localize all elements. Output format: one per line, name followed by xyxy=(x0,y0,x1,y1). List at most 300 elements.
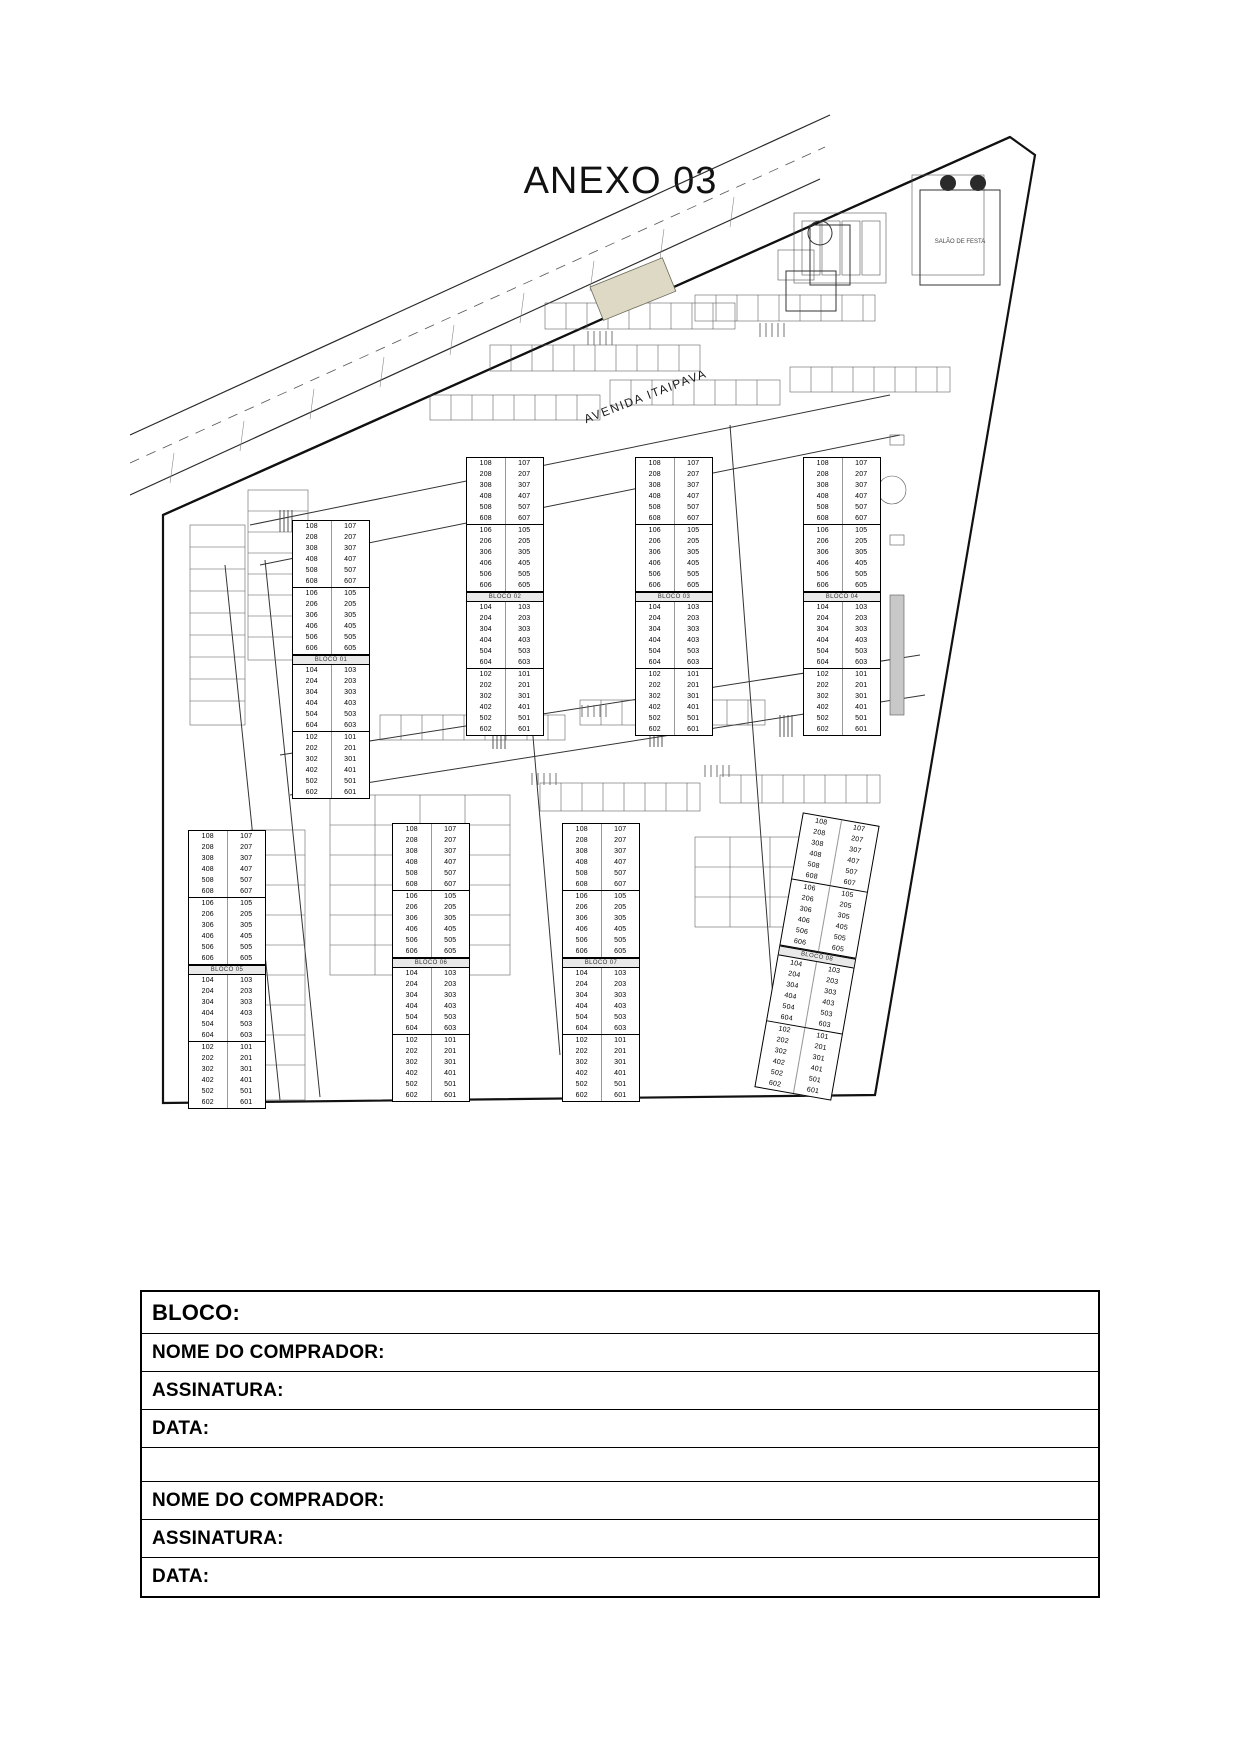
apartment-block-bloco-01[interactable] xyxy=(292,520,370,799)
unit-number[interactable]: 106 xyxy=(393,893,432,900)
unit-number[interactable]: 608 xyxy=(793,870,832,884)
unit-number[interactable]: 105 xyxy=(344,590,357,597)
unit-number[interactable]: 401 xyxy=(687,704,700,711)
unit-number[interactable]: 508 xyxy=(393,870,432,877)
form-row-assinatura-2[interactable] xyxy=(142,1520,1098,1558)
unit-number[interactable]: 607 xyxy=(344,578,357,585)
unit-number[interactable]: 305 xyxy=(518,549,531,556)
unit-number[interactable]: 607 xyxy=(614,881,627,888)
unit-number[interactable]: 604 xyxy=(563,1025,602,1032)
unit-number[interactable]: 601 xyxy=(687,726,700,733)
unit-number[interactable]: 101 xyxy=(614,1037,627,1044)
unit-number[interactable]: 406 xyxy=(189,933,228,940)
unit-number[interactable]: 308 xyxy=(293,545,332,552)
unit-number[interactable]: 301 xyxy=(811,1053,826,1063)
unit-number[interactable]: 107 xyxy=(444,826,457,833)
unit-number[interactable]: 307 xyxy=(518,482,531,489)
unit-number[interactable]: 406 xyxy=(804,560,843,567)
unit-number[interactable]: 205 xyxy=(518,538,531,545)
unit-number[interactable]: 608 xyxy=(804,515,843,522)
apartment-block-bloco-03[interactable] xyxy=(635,457,713,736)
unit-number[interactable]: 106 xyxy=(636,527,675,534)
unit-number[interactable]: 307 xyxy=(614,848,627,855)
unit-number[interactable]: 503 xyxy=(819,1009,834,1019)
unit-number[interactable]: 205 xyxy=(855,538,868,545)
unit-number[interactable]: 405 xyxy=(240,933,253,940)
unit-number[interactable]: 503 xyxy=(614,1014,627,1021)
apartment-block-bloco-04[interactable] xyxy=(803,457,881,736)
unit-number[interactable]: 507 xyxy=(518,504,531,511)
unit-number[interactable]: 204 xyxy=(467,615,506,622)
unit-number[interactable]: 604 xyxy=(393,1025,432,1032)
unit-number[interactable]: 506 xyxy=(804,571,843,578)
unit-number[interactable]: 204 xyxy=(804,615,843,622)
unit-number[interactable]: 404 xyxy=(467,637,506,644)
unit-number[interactable]: 101 xyxy=(815,1032,830,1042)
unit-number[interactable]: 403 xyxy=(240,1010,253,1017)
unit-number[interactable]: 107 xyxy=(614,826,627,833)
unit-number[interactable]: 404 xyxy=(563,1003,602,1010)
unit-number[interactable]: 606 xyxy=(393,948,432,955)
unit-number[interactable]: 605 xyxy=(444,948,457,955)
unit-number[interactable]: 302 xyxy=(762,1045,801,1059)
unit-number[interactable]: 502 xyxy=(293,778,332,785)
unit-number[interactable]: 104 xyxy=(563,970,602,977)
unit-number[interactable]: 401 xyxy=(240,1077,253,1084)
unit-number[interactable]: 501 xyxy=(444,1081,457,1088)
unit-number[interactable]: 207 xyxy=(614,837,627,844)
unit-number[interactable]: 304 xyxy=(293,689,332,696)
unit-number[interactable]: 105 xyxy=(518,527,531,534)
apartment-block-bloco-06[interactable] xyxy=(392,823,470,1102)
unit-number[interactable]: 203 xyxy=(240,988,253,995)
unit-number[interactable]: 303 xyxy=(240,999,253,1006)
unit-number[interactable]: 601 xyxy=(240,1099,253,1106)
form-row-data-1[interactable] xyxy=(142,1410,1098,1448)
unit-number[interactable]: 106 xyxy=(189,900,228,907)
unit-number[interactable]: 603 xyxy=(855,659,868,666)
unit-number[interactable]: 508 xyxy=(804,504,843,511)
unit-number[interactable]: 602 xyxy=(293,789,332,796)
unit-number[interactable]: 206 xyxy=(563,904,602,911)
unit-number[interactable]: 604 xyxy=(768,1011,807,1025)
unit-number[interactable]: 407 xyxy=(687,493,700,500)
unit-number[interactable]: 506 xyxy=(636,571,675,578)
unit-number[interactable]: 503 xyxy=(444,1014,457,1021)
unit-number[interactable]: 301 xyxy=(344,756,357,763)
unit-number[interactable]: 404 xyxy=(636,637,675,644)
unit-number[interactable]: 104 xyxy=(467,604,506,611)
unit-number[interactable]: 204 xyxy=(636,615,675,622)
unit-number[interactable]: 405 xyxy=(687,560,700,567)
unit-number[interactable]: 102 xyxy=(636,671,675,678)
unit-number[interactable]: 603 xyxy=(614,1025,627,1032)
unit-number[interactable]: 604 xyxy=(189,1032,228,1039)
unit-number[interactable]: 603 xyxy=(518,659,531,666)
unit-number[interactable]: 402 xyxy=(563,1070,602,1077)
unit-number[interactable]: 405 xyxy=(344,623,357,630)
unit-number[interactable]: 203 xyxy=(687,615,700,622)
unit-number[interactable]: 103 xyxy=(687,604,700,611)
unit-number[interactable]: 307 xyxy=(344,545,357,552)
unit-number[interactable]: 408 xyxy=(467,493,506,500)
unit-number[interactable]: 205 xyxy=(838,901,853,911)
unit-number[interactable]: 207 xyxy=(444,837,457,844)
unit-number[interactable]: 304 xyxy=(189,999,228,1006)
unit-number[interactable]: 302 xyxy=(189,1066,228,1073)
unit-number[interactable]: 504 xyxy=(804,648,843,655)
unit-number[interactable]: 408 xyxy=(804,493,843,500)
unit-number[interactable]: 301 xyxy=(687,693,700,700)
unit-number[interactable]: 502 xyxy=(804,715,843,722)
unit-number[interactable]: 106 xyxy=(293,590,332,597)
form-row-data-2[interactable] xyxy=(142,1558,1098,1596)
unit-number[interactable]: 107 xyxy=(240,833,253,840)
unit-number[interactable]: 503 xyxy=(518,648,531,655)
unit-number[interactable]: 203 xyxy=(825,976,839,987)
unit-number[interactable]: 501 xyxy=(240,1088,253,1095)
unit-number[interactable]: 304 xyxy=(804,626,843,633)
unit-number[interactable]: 405 xyxy=(835,922,849,932)
unit-number[interactable]: 207 xyxy=(855,471,868,478)
unit-number[interactable]: 105 xyxy=(614,893,627,900)
unit-number[interactable]: 503 xyxy=(240,1021,253,1028)
unit-number[interactable]: 201 xyxy=(687,682,700,689)
unit-number[interactable]: 601 xyxy=(444,1092,457,1099)
unit-number[interactable]: 308 xyxy=(467,482,506,489)
unit-number[interactable]: 408 xyxy=(293,556,332,563)
unit-number[interactable]: 403 xyxy=(614,1003,627,1010)
unit-number[interactable]: 302 xyxy=(563,1059,602,1066)
unit-number[interactable]: 404 xyxy=(293,700,332,707)
unit-number[interactable]: 201 xyxy=(614,1048,627,1055)
unit-number[interactable]: 403 xyxy=(444,1003,457,1010)
unit-number[interactable]: 602 xyxy=(393,1092,432,1099)
unit-number[interactable]: 204 xyxy=(189,988,228,995)
unit-number[interactable]: 503 xyxy=(687,648,700,655)
unit-number[interactable]: 108 xyxy=(804,460,843,467)
unit-number[interactable]: 306 xyxy=(804,549,843,556)
unit-number[interactable]: 406 xyxy=(785,914,824,928)
unit-number[interactable]: 308 xyxy=(393,848,432,855)
unit-number[interactable]: 206 xyxy=(293,601,332,608)
unit-number[interactable]: 103 xyxy=(344,667,357,674)
unit-number[interactable]: 401 xyxy=(344,767,357,774)
unit-number[interactable]: 208 xyxy=(189,844,228,851)
unit-number[interactable]: 508 xyxy=(467,504,506,511)
unit-number[interactable]: 303 xyxy=(518,626,531,633)
unit-number[interactable]: 508 xyxy=(189,877,228,884)
unit-number[interactable]: 302 xyxy=(293,756,332,763)
form-row-bloco[interactable] xyxy=(142,1292,1098,1334)
unit-number[interactable]: 605 xyxy=(614,948,627,955)
unit-number[interactable]: 207 xyxy=(850,835,864,845)
unit-number[interactable]: 203 xyxy=(855,615,868,622)
unit-number[interactable]: 606 xyxy=(563,948,602,955)
unit-number[interactable]: 506 xyxy=(189,944,228,951)
unit-number[interactable]: 606 xyxy=(781,936,820,950)
unit-number[interactable]: 201 xyxy=(518,682,531,689)
unit-number[interactable]: 403 xyxy=(855,637,868,644)
unit-number[interactable]: 401 xyxy=(614,1070,627,1077)
unit-number[interactable]: 104 xyxy=(636,604,675,611)
unit-number[interactable]: 403 xyxy=(344,700,357,707)
unit-number[interactable]: 506 xyxy=(563,937,602,944)
unit-number[interactable]: 206 xyxy=(467,538,506,545)
unit-number[interactable]: 105 xyxy=(855,527,868,534)
unit-number[interactable]: 305 xyxy=(687,549,700,556)
unit-number[interactable]: 108 xyxy=(189,833,228,840)
unit-number[interactable]: 604 xyxy=(293,722,332,729)
unit-number[interactable]: 308 xyxy=(189,855,228,862)
unit-number[interactable]: 501 xyxy=(855,715,868,722)
unit-number[interactable]: 507 xyxy=(344,567,357,574)
unit-number[interactable]: 105 xyxy=(840,890,855,900)
unit-number[interactable]: 301 xyxy=(614,1059,627,1066)
unit-number[interactable]: 602 xyxy=(189,1099,228,1106)
unit-number[interactable]: 308 xyxy=(563,848,602,855)
unit-number[interactable]: 107 xyxy=(518,460,531,467)
unit-number[interactable]: 502 xyxy=(636,715,675,722)
unit-number[interactable]: 607 xyxy=(240,888,253,895)
unit-number[interactable]: 607 xyxy=(855,515,868,522)
unit-number[interactable]: 602 xyxy=(804,726,843,733)
unit-number[interactable]: 402 xyxy=(760,1056,799,1070)
unit-number[interactable]: 404 xyxy=(771,990,810,1004)
unit-number[interactable]: 504 xyxy=(563,1014,602,1021)
unit-number[interactable]: 508 xyxy=(563,870,602,877)
unit-number[interactable]: 204 xyxy=(563,981,602,988)
unit-number[interactable]: 305 xyxy=(836,911,851,922)
unit-number[interactable]: 208 xyxy=(393,837,432,844)
unit-number[interactable]: 505 xyxy=(833,933,847,943)
unit-number[interactable]: 505 xyxy=(687,571,700,578)
unit-number[interactable]: 405 xyxy=(614,926,627,933)
unit-number[interactable]: 602 xyxy=(467,726,506,733)
unit-number[interactable]: 605 xyxy=(344,645,357,652)
unit-number[interactable]: 301 xyxy=(240,1066,253,1073)
unit-number[interactable]: 608 xyxy=(636,515,675,522)
apartment-block-bloco-02[interactable] xyxy=(466,457,544,736)
form-row-assinatura-1[interactable] xyxy=(142,1372,1098,1410)
unit-number[interactable]: 506 xyxy=(783,925,822,939)
unit-number[interactable]: 604 xyxy=(467,659,506,666)
unit-number[interactable]: 401 xyxy=(444,1070,457,1077)
unit-number[interactable]: 101 xyxy=(687,671,700,678)
unit-number[interactable]: 201 xyxy=(240,1055,253,1062)
unit-number[interactable]: 206 xyxy=(393,904,432,911)
unit-number[interactable]: 206 xyxy=(636,538,675,545)
unit-number[interactable]: 203 xyxy=(344,678,357,685)
unit-number[interactable]: 506 xyxy=(467,571,506,578)
unit-number[interactable]: 102 xyxy=(293,734,332,741)
unit-number[interactable]: 407 xyxy=(846,856,860,866)
unit-number[interactable]: 302 xyxy=(804,693,843,700)
unit-number[interactable]: 608 xyxy=(467,515,506,522)
unit-number[interactable]: 303 xyxy=(344,689,357,696)
unit-number[interactable]: 205 xyxy=(444,904,457,911)
unit-number[interactable]: 202 xyxy=(393,1048,432,1055)
unit-number[interactable]: 402 xyxy=(293,767,332,774)
unit-number[interactable]: 308 xyxy=(804,482,843,489)
unit-number[interactable]: 108 xyxy=(393,826,432,833)
unit-number[interactable]: 303 xyxy=(614,992,627,999)
unit-number[interactable]: 505 xyxy=(614,937,627,944)
unit-number[interactable]: 502 xyxy=(563,1081,602,1088)
unit-number[interactable]: 104 xyxy=(804,604,843,611)
unit-number[interactable]: 101 xyxy=(344,734,357,741)
unit-number[interactable]: 104 xyxy=(393,970,432,977)
unit-number[interactable]: 107 xyxy=(687,460,700,467)
unit-number[interactable]: 504 xyxy=(293,711,332,718)
unit-number[interactable]: 405 xyxy=(444,926,457,933)
unit-number[interactable]: 106 xyxy=(790,881,829,895)
unit-number[interactable]: 306 xyxy=(467,549,506,556)
unit-number[interactable]: 505 xyxy=(344,634,357,641)
unit-number[interactable]: 101 xyxy=(444,1037,457,1044)
unit-number[interactable]: 503 xyxy=(344,711,357,718)
unit-number[interactable]: 404 xyxy=(189,1010,228,1017)
unit-number[interactable]: 502 xyxy=(189,1088,228,1095)
unit-number[interactable]: 103 xyxy=(827,966,841,976)
unit-number[interactable]: 306 xyxy=(189,922,228,929)
unit-number[interactable]: 208 xyxy=(800,826,839,840)
unit-number[interactable]: 408 xyxy=(796,848,835,862)
unit-number[interactable]: 304 xyxy=(563,992,602,999)
unit-number[interactable]: 308 xyxy=(636,482,675,489)
unit-number[interactable]: 208 xyxy=(804,471,843,478)
unit-number[interactable]: 207 xyxy=(518,471,531,478)
unit-number[interactable]: 606 xyxy=(189,955,228,962)
unit-number[interactable]: 107 xyxy=(344,523,357,530)
unit-number[interactable]: 103 xyxy=(614,970,627,977)
unit-number[interactable]: 502 xyxy=(467,715,506,722)
unit-number[interactable]: 207 xyxy=(240,844,253,851)
unit-number[interactable]: 602 xyxy=(636,726,675,733)
unit-number[interactable]: 406 xyxy=(393,926,432,933)
unit-number[interactable]: 402 xyxy=(467,704,506,711)
unit-number[interactable]: 202 xyxy=(636,682,675,689)
unit-number[interactable]: 606 xyxy=(636,582,675,589)
unit-number[interactable]: 205 xyxy=(344,601,357,608)
unit-number[interactable]: 207 xyxy=(687,471,700,478)
unit-number[interactable]: 201 xyxy=(813,1042,828,1053)
unit-number[interactable]: 407 xyxy=(240,866,253,873)
unit-number[interactable]: 507 xyxy=(240,877,253,884)
unit-number[interactable]: 403 xyxy=(687,637,700,644)
unit-number[interactable]: 506 xyxy=(293,634,332,641)
unit-number[interactable]: 605 xyxy=(518,582,531,589)
unit-number[interactable]: 108 xyxy=(563,826,602,833)
unit-number[interactable]: 205 xyxy=(614,904,627,911)
unit-number[interactable]: 603 xyxy=(687,659,700,666)
unit-number[interactable]: 507 xyxy=(614,870,627,877)
unit-number[interactable]: 404 xyxy=(393,1003,432,1010)
unit-number[interactable]: 306 xyxy=(563,915,602,922)
unit-number[interactable]: 408 xyxy=(636,493,675,500)
unit-number[interactable]: 605 xyxy=(240,955,253,962)
unit-number[interactable]: 204 xyxy=(775,968,814,982)
unit-number[interactable]: 603 xyxy=(444,1025,457,1032)
unit-number[interactable]: 108 xyxy=(293,523,332,530)
unit-number[interactable]: 504 xyxy=(467,648,506,655)
unit-number[interactable]: 307 xyxy=(855,482,868,489)
unit-number[interactable]: 102 xyxy=(563,1037,602,1044)
unit-number[interactable]: 102 xyxy=(467,671,506,678)
unit-number[interactable]: 104 xyxy=(189,977,228,984)
unit-number[interactable]: 504 xyxy=(769,1001,808,1015)
unit-number[interactable]: 504 xyxy=(189,1021,228,1028)
unit-number[interactable]: 203 xyxy=(518,615,531,622)
unit-number[interactable]: 208 xyxy=(467,471,506,478)
unit-number[interactable]: 103 xyxy=(518,604,531,611)
unit-number[interactable]: 202 xyxy=(764,1034,803,1048)
unit-number[interactable]: 304 xyxy=(393,992,432,999)
unit-number[interactable]: 208 xyxy=(563,837,602,844)
unit-number[interactable]: 204 xyxy=(293,678,332,685)
unit-number[interactable]: 508 xyxy=(636,504,675,511)
unit-number[interactable]: 303 xyxy=(855,626,868,633)
unit-number[interactable]: 602 xyxy=(563,1092,602,1099)
unit-number[interactable]: 502 xyxy=(393,1081,432,1088)
unit-number[interactable]: 105 xyxy=(687,527,700,534)
unit-number[interactable]: 302 xyxy=(636,693,675,700)
unit-number[interactable]: 103 xyxy=(240,977,253,984)
unit-number[interactable]: 106 xyxy=(804,527,843,534)
unit-number[interactable]: 106 xyxy=(563,893,602,900)
unit-number[interactable]: 603 xyxy=(344,722,357,729)
unit-number[interactable]: 202 xyxy=(189,1055,228,1062)
unit-number[interactable]: 407 xyxy=(614,859,627,866)
unit-number[interactable]: 208 xyxy=(293,534,332,541)
unit-number[interactable]: 104 xyxy=(777,957,816,971)
unit-number[interactable]: 507 xyxy=(844,867,859,877)
unit-number[interactable]: 601 xyxy=(614,1092,627,1099)
unit-number[interactable]: 406 xyxy=(467,560,506,567)
unit-number[interactable]: 306 xyxy=(293,612,332,619)
unit-number[interactable]: 101 xyxy=(518,671,531,678)
unit-number[interactable]: 206 xyxy=(189,911,228,918)
unit-number[interactable]: 205 xyxy=(240,911,253,918)
unit-number[interactable]: 503 xyxy=(855,648,868,655)
unit-number[interactable]: 608 xyxy=(189,888,228,895)
unit-number[interactable]: 505 xyxy=(240,944,253,951)
unit-number[interactable]: 405 xyxy=(855,560,868,567)
unit-number[interactable]: 303 xyxy=(444,992,457,999)
unit-number[interactable]: 603 xyxy=(240,1032,253,1039)
unit-number[interactable]: 407 xyxy=(855,493,868,500)
unit-number[interactable]: 203 xyxy=(614,981,627,988)
unit-number[interactable]: 208 xyxy=(636,471,675,478)
unit-number[interactable]: 608 xyxy=(393,881,432,888)
form-row-nome-1[interactable] xyxy=(142,1334,1098,1372)
unit-number[interactable]: 204 xyxy=(393,981,432,988)
unit-number[interactable]: 508 xyxy=(794,859,833,873)
unit-number[interactable]: 601 xyxy=(806,1086,820,1096)
unit-number[interactable]: 307 xyxy=(687,482,700,489)
unit-number[interactable]: 306 xyxy=(636,549,675,556)
unit-number[interactable]: 102 xyxy=(189,1044,228,1051)
unit-number[interactable]: 508 xyxy=(293,567,332,574)
unit-number[interactable]: 607 xyxy=(687,515,700,522)
unit-number[interactable]: 305 xyxy=(855,549,868,556)
unit-number[interactable]: 202 xyxy=(563,1048,602,1055)
unit-number[interactable]: 402 xyxy=(393,1070,432,1077)
unit-number[interactable]: 507 xyxy=(855,504,868,511)
unit-number[interactable]: 401 xyxy=(810,1064,824,1074)
unit-number[interactable]: 501 xyxy=(614,1081,627,1088)
unit-number[interactable]: 108 xyxy=(636,460,675,467)
